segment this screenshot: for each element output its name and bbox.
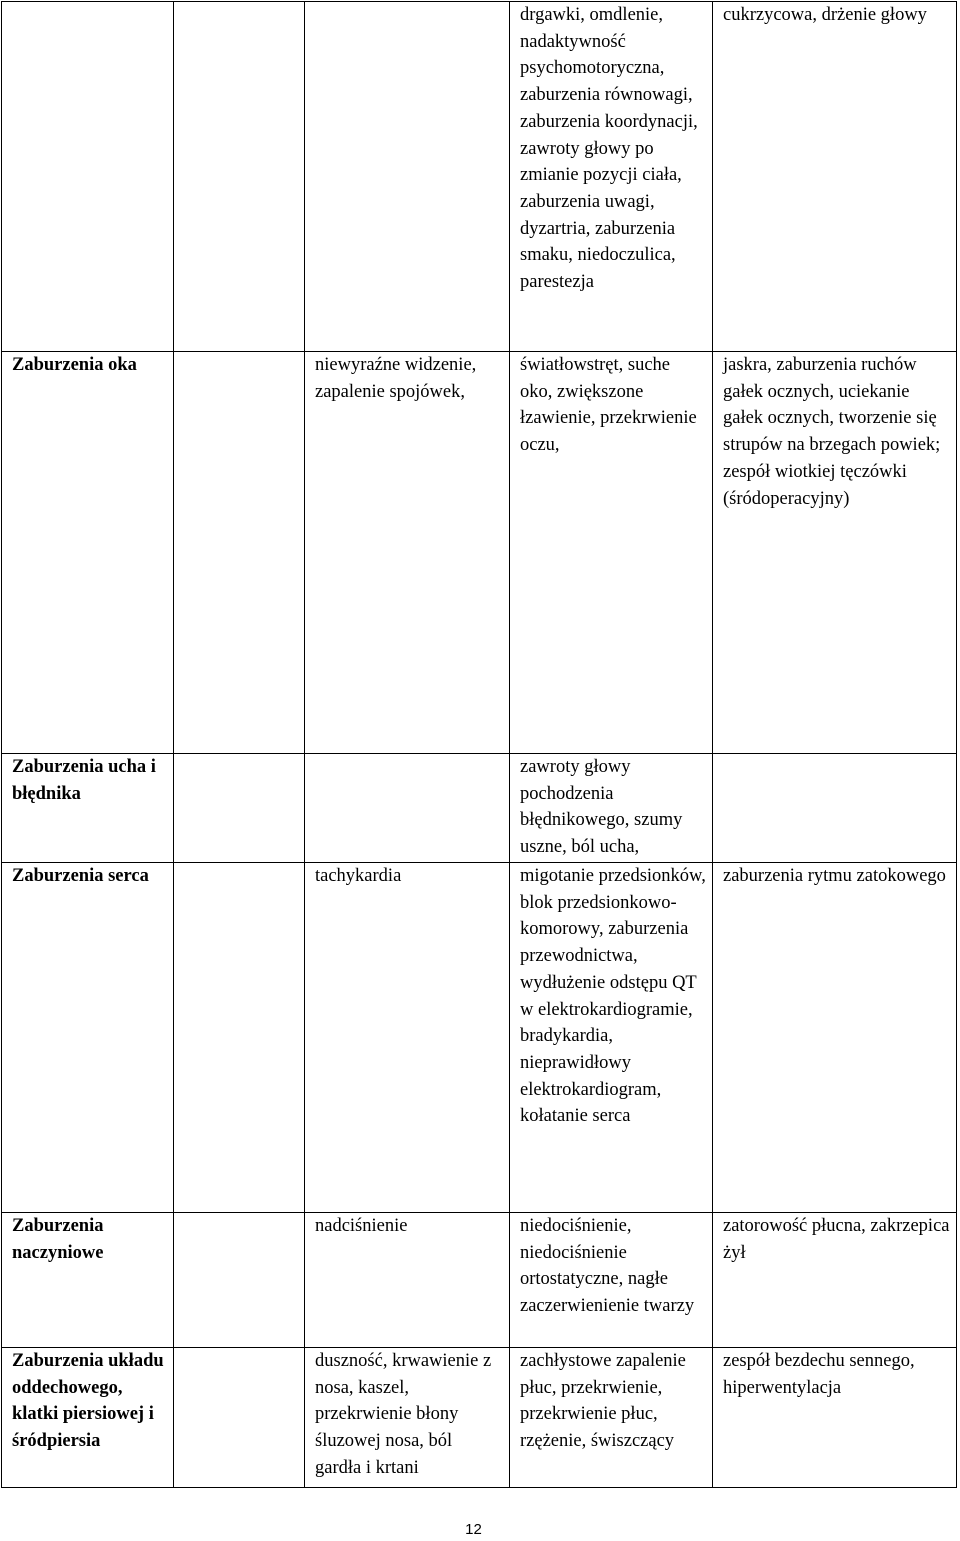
rare-cell: zaburzenia rytmu zatokowego bbox=[713, 863, 957, 1213]
category-cell: Zaburzenia serca bbox=[2, 863, 174, 1213]
table-row bbox=[2, 1213, 957, 1348]
very-common-cell bbox=[174, 863, 305, 1213]
table-row bbox=[2, 2, 957, 352]
very-common-cell bbox=[174, 1348, 305, 1488]
table-row bbox=[2, 754, 957, 863]
very-common-cell bbox=[174, 754, 305, 863]
very-common-cell bbox=[174, 352, 305, 754]
rare-cell: cukrzycowa, drżenie głowy bbox=[713, 2, 957, 352]
rare-cell bbox=[713, 754, 957, 863]
common-cell: tachykardia bbox=[305, 863, 510, 1213]
uncommon-cell: zawroty głowy pochodzenia błędnikowego, szumy uszne, ból ucha, bbox=[510, 754, 713, 863]
category-cell bbox=[2, 2, 174, 352]
common-cell: nadciśnienie bbox=[305, 1213, 510, 1348]
page-number: 12 bbox=[465, 1521, 482, 1538]
very-common-cell bbox=[174, 2, 305, 352]
table-row bbox=[2, 1348, 957, 1488]
common-cell bbox=[305, 2, 510, 352]
common-cell bbox=[305, 754, 510, 863]
category-cell: Zaburzenia ucha i błędnika bbox=[2, 754, 174, 863]
common-cell: niewyraźne widzenie, zapalenie spojówek, bbox=[305, 352, 510, 754]
adverse-reactions-table bbox=[1, 1, 957, 1488]
rare-cell: zatorowość płucna, zakrzepica żył bbox=[713, 1213, 957, 1348]
table-row bbox=[2, 863, 957, 1213]
rare-cell: zespół bezdechu sennego, hiperwentylacja bbox=[713, 1348, 957, 1488]
uncommon-cell: zachłystowe zapalenie płuc, przekrwienie, przekrwienie płuc, rzężenie, świszczący bbox=[510, 1348, 713, 1488]
uncommon-cell: niedociśnienie, niedociśnienie ortostatyczne, nagłe zaczerwienienie twarzy bbox=[510, 1213, 713, 1348]
uncommon-cell: drgawki, omdlenie, nadaktywność psychomotoryczna, zaburzenia równowagi, zaburzenia koordynacji, zawroty głowy po zmianie pozycji ciała, zaburzenia uwagi, dyzartria, zaburzenia smaku, niedoczulica, parestezja bbox=[510, 2, 713, 352]
category-cell: Zaburzenia oka bbox=[2, 352, 174, 754]
table-row bbox=[2, 352, 957, 754]
very-common-cell bbox=[174, 1213, 305, 1348]
common-cell: duszność, krwawienie z nosa, kaszel, przekrwienie błony śluzowej nosa, ból gardła i krtani bbox=[305, 1348, 510, 1488]
category-cell: Zaburzenia układu oddechowego, klatki piersiowej i śródpiersia bbox=[2, 1348, 174, 1488]
uncommon-cell: migotanie przedsionków, blok przedsionkowo-komorowy, zaburzenia przewodnictwa, wydłużenie odstępu QT w elektrokardiogramie, bradykardia, nieprawidłowy elektrokardiogram, kołatanie serca bbox=[510, 863, 713, 1213]
category-cell: Zaburzenia naczyniowe bbox=[2, 1213, 174, 1348]
rare-cell: jaskra, zaburzenia ruchów gałek ocznych, uciekanie gałek ocznych, tworzenie się strupów na brzegach powiek; zespół wiotkiej tęczówki (śródoperacyjny) bbox=[713, 352, 957, 754]
uncommon-cell: światłowstręt, suche oko, zwiększone łzawienie, przekrwienie oczu, bbox=[510, 352, 713, 754]
